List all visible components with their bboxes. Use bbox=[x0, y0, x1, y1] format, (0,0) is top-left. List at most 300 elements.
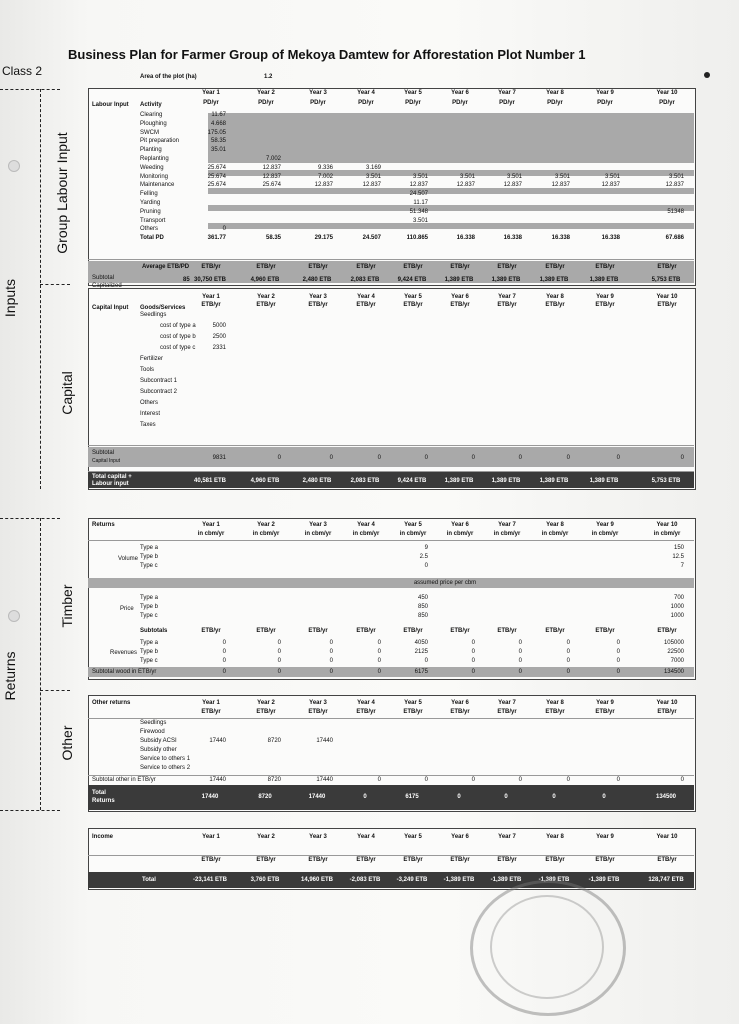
unit-label: PD/yr bbox=[499, 100, 515, 106]
unit-label: PD/yr bbox=[310, 100, 326, 106]
returns-label: Returns bbox=[2, 651, 18, 701]
capital-subtotal-value: 0 bbox=[377, 455, 381, 461]
subtotal-value: 2,480 ETB bbox=[302, 277, 332, 283]
unit-label: ETB/yr bbox=[450, 857, 470, 863]
unit-label: ETB/yr bbox=[403, 857, 423, 863]
returns-header: Returns bbox=[92, 522, 115, 528]
labour-value: 361.77 bbox=[207, 235, 226, 242]
unit-label: ETB/yr bbox=[308, 709, 328, 715]
activity-header: Activity bbox=[140, 102, 162, 108]
unit-label: PD/yr bbox=[452, 100, 468, 106]
capital-subtotal-value: 0 bbox=[518, 455, 522, 461]
labour-value: 29.175 bbox=[314, 235, 333, 242]
timber-panel bbox=[88, 518, 696, 680]
labour-value: 25.674 bbox=[207, 173, 226, 180]
revenue-value: 0 bbox=[277, 649, 281, 655]
activity-label: Transport bbox=[140, 217, 166, 224]
punch-hole bbox=[8, 160, 20, 172]
capital-item: Subcontract 1 bbox=[140, 378, 178, 384]
section-divider bbox=[40, 284, 70, 285]
revenue-value: 105000 bbox=[663, 640, 684, 646]
unit-label: in cbm/yr bbox=[252, 531, 280, 537]
subtotal-wood-value: 0 bbox=[616, 669, 620, 675]
year-header: Year 5 bbox=[404, 834, 422, 840]
subtotal-other-value: 0 bbox=[518, 777, 522, 783]
subtotal-wood-value: 0 bbox=[471, 669, 475, 675]
unit-label: in cbm/yr bbox=[304, 531, 332, 537]
labour-value: 12.837 bbox=[503, 182, 522, 189]
other-label: Other bbox=[59, 725, 75, 761]
revenue-value: 22500 bbox=[667, 649, 684, 655]
labour-value: 25.674 bbox=[207, 164, 226, 171]
revenue-value: 0 bbox=[471, 649, 475, 655]
other-returns-header: Other returns bbox=[92, 700, 131, 706]
year-header: Year 10 bbox=[656, 834, 678, 840]
labour-value: 12.837 bbox=[601, 182, 620, 189]
rule bbox=[88, 540, 694, 541]
revenue-value: 0 bbox=[518, 658, 522, 664]
labour-value: 11.17 bbox=[413, 200, 428, 206]
activity-label: Replanting bbox=[140, 156, 169, 162]
unit-label: PD/yr bbox=[203, 100, 219, 106]
bullet-dot bbox=[704, 72, 710, 78]
unit-label: ETB/yr bbox=[545, 857, 565, 863]
total-capital-value: 40,581 ETB bbox=[193, 478, 227, 484]
year-header: Year 3 bbox=[309, 294, 327, 300]
price-value: 850 bbox=[417, 613, 428, 619]
section-divider bbox=[0, 89, 60, 90]
unit-label: PD/yr bbox=[358, 100, 374, 106]
revenue-value: 0 bbox=[222, 649, 226, 655]
capital-subtotal-value: 0 bbox=[616, 455, 620, 461]
price-label: Price bbox=[120, 606, 134, 612]
total-returns-value: 6175 bbox=[405, 794, 419, 800]
revenue-value: 0 bbox=[616, 640, 620, 646]
other-item: Service to others 2 bbox=[140, 765, 191, 771]
unit-label: ETB/yr bbox=[356, 628, 376, 634]
unit-label: ETB/yr bbox=[545, 709, 565, 715]
capital-item: cost of type b bbox=[160, 334, 196, 340]
capital-subtotal-value: 0 bbox=[680, 455, 684, 461]
labour-value: 3.501 bbox=[506, 173, 522, 180]
group-labour-label: Group Labour Input bbox=[54, 132, 70, 254]
labour-value: 12.837 bbox=[665, 182, 684, 189]
labour-value: 3.501 bbox=[668, 173, 684, 180]
income-total-label: Total bbox=[142, 877, 156, 883]
revenue-value: 0 bbox=[616, 658, 620, 664]
other-value: 8720 bbox=[267, 738, 281, 744]
volume-value: 2.5 bbox=[419, 554, 428, 560]
subtotal-wood-value: 0 bbox=[329, 669, 333, 675]
unit-label: ETB/yr bbox=[450, 709, 470, 715]
income-value: -1,389 ETB bbox=[490, 877, 522, 883]
capital-subtotal-value: 0 bbox=[329, 455, 333, 461]
activity-label: Weeding bbox=[140, 164, 164, 171]
income-header: Income bbox=[92, 834, 114, 840]
type-label: Type c bbox=[140, 563, 158, 569]
activity-label: Total PD bbox=[140, 235, 164, 242]
year-header: Year 1 bbox=[202, 90, 220, 96]
unit-label: ETB/yr bbox=[201, 709, 221, 715]
unit-label: ETB/yr bbox=[256, 264, 276, 270]
revenue-value: 0 bbox=[377, 649, 381, 655]
avg-etb-label: Average ETB/PD bbox=[142, 264, 190, 270]
price-value: 1000 bbox=[670, 604, 684, 610]
capital-value: 2500 bbox=[212, 334, 226, 340]
type-label: Type c bbox=[140, 613, 158, 619]
year-header: Year 7 bbox=[498, 294, 516, 300]
unit-label: ETB/yr bbox=[657, 857, 677, 863]
year-header: Year 6 bbox=[451, 522, 469, 528]
labour-value: 12.837 bbox=[262, 164, 281, 171]
subtotal-value: 4,960 ETB bbox=[250, 277, 280, 283]
unit-label: ETB/yr bbox=[595, 628, 615, 634]
subtotal-value: 1,389 ETB bbox=[539, 277, 569, 283]
rule bbox=[88, 445, 694, 446]
other-item: Subsidy other bbox=[140, 747, 177, 753]
labour-value: 3.501 bbox=[604, 173, 620, 180]
unit-label: ETB/yr bbox=[595, 857, 615, 863]
labour-value: 25.674 bbox=[262, 182, 281, 189]
revenues-label: Revenues bbox=[110, 650, 138, 656]
unit-label: ETB/yr bbox=[403, 264, 423, 270]
year-header: Year 8 bbox=[546, 834, 564, 840]
capital-subtotal-value: 0 bbox=[424, 455, 428, 461]
labour-value: 3.501 bbox=[365, 173, 381, 180]
labour-value: 16.338 bbox=[503, 235, 522, 242]
year-header: Year 4 bbox=[357, 522, 375, 528]
year-header: Year 7 bbox=[498, 700, 516, 706]
unit-label: in cbm/yr bbox=[541, 531, 569, 537]
unit-label: ETB/yr bbox=[657, 302, 677, 308]
labour-value: 58.35 bbox=[210, 138, 226, 145]
year-header: Year 4 bbox=[357, 90, 375, 96]
year-header: Year 7 bbox=[498, 90, 516, 96]
subtotal-value: 9,424 ETB bbox=[397, 277, 427, 283]
revenue-value: 4050 bbox=[414, 640, 428, 646]
total-returns-value: 0 bbox=[504, 794, 508, 800]
other-item: Service to others 1 bbox=[140, 756, 191, 762]
unit-label: ETB/yr bbox=[308, 628, 328, 634]
total-capital-value: 1,389 ETB bbox=[491, 478, 521, 484]
capital-item: Seedlings bbox=[140, 312, 167, 318]
revenue-value: 0 bbox=[566, 649, 570, 655]
subtotal-label: Subtotal bbox=[92, 275, 115, 281]
activity-label: Maintenance bbox=[140, 182, 175, 189]
other-item: Firewood bbox=[140, 729, 165, 735]
year-header: Year 5 bbox=[404, 522, 422, 528]
year-header: Year 9 bbox=[596, 90, 614, 96]
unit-label: ETB/yr bbox=[308, 857, 328, 863]
rule bbox=[88, 718, 694, 719]
labour-value: 16.338 bbox=[551, 235, 570, 242]
revenue-value: 0 bbox=[222, 658, 226, 664]
total-capital-value: 1,389 ETB bbox=[444, 478, 474, 484]
year-header: Year 6 bbox=[451, 294, 469, 300]
unit-label: ETB/yr bbox=[356, 302, 376, 308]
activity-label: Monitoring bbox=[140, 173, 169, 180]
total-capital-value: 2,480 ETB bbox=[302, 478, 332, 484]
type-label: Type b bbox=[140, 604, 159, 610]
labour-value: 12.837 bbox=[456, 182, 475, 189]
capital-item: Interest bbox=[140, 411, 161, 417]
year-header: Year 9 bbox=[596, 522, 614, 528]
income-value: -2,083 ETB bbox=[349, 877, 381, 883]
volume-value: 7 bbox=[680, 563, 684, 569]
capital-subtotal-value: 9831 bbox=[212, 455, 226, 461]
revenue-value: 0 bbox=[424, 658, 428, 664]
unit-label: PD/yr bbox=[659, 100, 675, 106]
price-value: 700 bbox=[673, 595, 684, 601]
total-capital-value: 2,083 ETB bbox=[350, 478, 380, 484]
unit-label: ETB/yr bbox=[657, 628, 677, 634]
unit-label: in cbm/yr bbox=[197, 531, 225, 537]
activity-label: SWCM bbox=[140, 129, 159, 136]
labour-value: 12.837 bbox=[362, 182, 381, 189]
unit-label: PD/yr bbox=[597, 100, 613, 106]
section-divider bbox=[40, 518, 41, 810]
total-returns-value: 134500 bbox=[655, 794, 677, 800]
other-item: Seedlings bbox=[140, 720, 167, 726]
section-divider bbox=[40, 89, 41, 489]
year-header: Year 2 bbox=[257, 90, 275, 96]
punch-hole bbox=[8, 610, 20, 622]
labour-value: 4.668 bbox=[210, 120, 226, 127]
unit-label: ETB/yr bbox=[545, 302, 565, 308]
unit-label: ETB/yr bbox=[450, 264, 470, 270]
capitalized-label: Capitalized bbox=[92, 283, 122, 289]
labour-value: 35.01 bbox=[210, 147, 226, 154]
income-value: -1,389 ETB bbox=[588, 877, 620, 883]
unit-label: ETB/yr bbox=[545, 264, 565, 270]
revenue-value: 0 bbox=[377, 658, 381, 664]
subtotal-value: 1,389 ETB bbox=[491, 277, 521, 283]
year-header: Year 8 bbox=[546, 522, 564, 528]
unit-label: in cbm/yr bbox=[591, 531, 619, 537]
labour-value: 110.865 bbox=[406, 235, 428, 242]
year-header: Year 2 bbox=[257, 294, 275, 300]
activity-label: Planting bbox=[140, 147, 162, 154]
labour-value: 3.501 bbox=[412, 173, 428, 180]
subtotal-wood-value: 0 bbox=[377, 669, 381, 675]
activity-label: Pruning bbox=[140, 208, 161, 215]
capital-item: Subcontract 2 bbox=[140, 389, 178, 395]
section-divider bbox=[0, 810, 60, 811]
total-capital-label: Total capital + Labour input bbox=[92, 474, 132, 487]
unit-label: ETB/yr bbox=[356, 857, 376, 863]
unit-label: ETB/yr bbox=[403, 709, 423, 715]
revenue-value: 0 bbox=[329, 640, 333, 646]
subtotal-other-value: 0 bbox=[616, 777, 620, 783]
income-value: -1,389 ETB bbox=[538, 877, 570, 883]
type-label: Type a bbox=[140, 640, 159, 646]
total-returns-value: 8720 bbox=[258, 794, 272, 800]
price-value: 450 bbox=[417, 595, 428, 601]
total-returns-label: Total Returns bbox=[92, 790, 115, 804]
volume-value: 0 bbox=[424, 563, 428, 569]
labour-value: 11.67 bbox=[211, 112, 226, 118]
unit-label: ETB/yr bbox=[356, 264, 376, 270]
labour-value: 3.501 bbox=[459, 173, 475, 180]
assumed-price-label: assumed price per cbm bbox=[413, 580, 477, 586]
area-label: Area of the plot (ha) bbox=[140, 74, 197, 80]
revenue-value: 0 bbox=[329, 649, 333, 655]
subtotal-other-value: 8720 bbox=[267, 777, 281, 783]
unit-label: PD/yr bbox=[547, 100, 563, 106]
volume-value: 150 bbox=[673, 545, 684, 551]
subtotal-value: 2,083 ETB bbox=[350, 277, 380, 283]
subtotal-other-label: Subtotal other in ETB/yr bbox=[92, 777, 156, 783]
activity-label: Felling bbox=[140, 191, 158, 198]
year-header: Year 9 bbox=[596, 294, 614, 300]
official-stamp-inner bbox=[490, 895, 604, 999]
year-header: Year 1 bbox=[202, 700, 220, 706]
subtotal-other-value: 17440 bbox=[316, 777, 333, 783]
capital-subtotal-value: 0 bbox=[277, 455, 281, 461]
labour-value: 7.002 bbox=[265, 156, 281, 162]
activity-label: Others bbox=[140, 226, 159, 233]
unit-label: ETB/yr bbox=[545, 628, 565, 634]
year-header: Year 9 bbox=[596, 700, 614, 706]
subtotal-value: 1,389 ETB bbox=[444, 277, 474, 283]
other-value: 17440 bbox=[316, 738, 333, 744]
subtotal-other-value: 0 bbox=[471, 777, 475, 783]
other-value: 17440 bbox=[209, 738, 226, 744]
total-capital-value: 4,960 ETB bbox=[250, 478, 280, 484]
year-header: Year 3 bbox=[309, 90, 327, 96]
year-header: Year 7 bbox=[498, 522, 516, 528]
capital-item: cost of type a bbox=[160, 323, 196, 329]
unit-label: ETB/yr bbox=[450, 628, 470, 634]
timber-label: Timber bbox=[59, 584, 75, 628]
labour-header: Labour Input bbox=[92, 102, 129, 108]
year-header: Year 4 bbox=[357, 294, 375, 300]
capital-item: Fertilizer bbox=[140, 356, 164, 362]
type-label: Type a bbox=[140, 545, 159, 551]
unit-label: ETB/yr bbox=[497, 264, 517, 270]
rule bbox=[88, 471, 694, 472]
subtotal-wood-value: 134500 bbox=[663, 669, 684, 675]
unit-label: ETB/yr bbox=[497, 857, 517, 863]
volume-label: Volume bbox=[118, 556, 139, 562]
year-header: Year 6 bbox=[451, 700, 469, 706]
labour-value: 12.837 bbox=[262, 173, 281, 180]
unit-label: ETB/yr bbox=[595, 264, 615, 270]
revenue-value: 0 bbox=[222, 640, 226, 646]
total-returns-value: 0 bbox=[552, 794, 556, 800]
year-header: Year 5 bbox=[404, 294, 422, 300]
revenue-value: 0 bbox=[277, 658, 281, 664]
year-header: Year 5 bbox=[404, 90, 422, 96]
section-divider bbox=[0, 518, 60, 519]
unit-label: ETB/yr bbox=[308, 264, 328, 270]
year-header: Year 7 bbox=[498, 834, 516, 840]
labour-value: 175.05 bbox=[207, 129, 226, 136]
unit-label: ETB/yr bbox=[403, 302, 423, 308]
capital-item: Taxes bbox=[140, 422, 156, 428]
year-header: Year 6 bbox=[451, 90, 469, 96]
income-value: 3,760 ETB bbox=[250, 877, 280, 883]
subtotal-other-value: 0 bbox=[424, 777, 428, 783]
subtotal-wood-label: Subtotal wood in ETB/yr bbox=[92, 669, 157, 675]
year-header: Year 9 bbox=[596, 834, 614, 840]
rule bbox=[88, 855, 694, 856]
year-header: Year 8 bbox=[546, 90, 564, 96]
revenue-value: 7000 bbox=[670, 658, 684, 664]
section-divider bbox=[40, 690, 70, 691]
capital-header: Capital Input bbox=[92, 305, 129, 311]
subtotal-wood-value: 0 bbox=[222, 669, 226, 675]
rule bbox=[88, 775, 694, 776]
inputs-label: Inputs bbox=[2, 278, 18, 318]
unit-label: ETB/yr bbox=[256, 857, 276, 863]
labour-value: 16.338 bbox=[456, 235, 475, 242]
unit-label: PD/yr bbox=[258, 100, 274, 106]
unit-label: ETB/yr bbox=[657, 709, 677, 715]
type-label: Type b bbox=[140, 649, 159, 655]
year-header: Year 4 bbox=[357, 834, 375, 840]
type-label: Type c bbox=[140, 658, 158, 664]
total-returns-value: 0 bbox=[363, 794, 367, 800]
unit-label: ETB/yr bbox=[256, 628, 276, 634]
total-returns-value: 17440 bbox=[201, 794, 219, 800]
year-header: Year 3 bbox=[309, 700, 327, 706]
capital-item: Tools bbox=[140, 367, 155, 373]
volume-value: 9 bbox=[424, 545, 428, 551]
year-header: Year 2 bbox=[257, 700, 275, 706]
year-header: Year 10 bbox=[656, 90, 678, 96]
labour-value: 51.348 bbox=[409, 208, 428, 215]
rule bbox=[88, 259, 694, 260]
unit-label: ETB/yr bbox=[450, 302, 470, 308]
class-label: Class 2 bbox=[2, 64, 43, 78]
revenue-value: 0 bbox=[616, 649, 620, 655]
labour-value: 0 bbox=[222, 226, 226, 233]
unit-label: ETB/yr bbox=[497, 302, 517, 308]
subtotals-label: Subtotals bbox=[140, 628, 168, 634]
labour-value: 7.002 bbox=[317, 173, 333, 180]
labour-value: 3.501 bbox=[412, 217, 428, 224]
year-header: Year 10 bbox=[656, 294, 678, 300]
year-header: Year 6 bbox=[451, 834, 469, 840]
avg-etb-value: 85 bbox=[183, 277, 190, 283]
volume-value: 12.5 bbox=[672, 554, 684, 560]
year-header: Year 1 bbox=[202, 294, 220, 300]
revenue-value: 0 bbox=[518, 649, 522, 655]
unit-label: ETB/yr bbox=[403, 628, 423, 634]
unit-label: ETB/yr bbox=[308, 302, 328, 308]
unit-label: ETB/yr bbox=[256, 709, 276, 715]
unit-label: ETB/yr bbox=[201, 302, 221, 308]
revenue-value: 0 bbox=[377, 640, 381, 646]
shaded-band bbox=[208, 205, 694, 211]
income-value: 128,747 ETB bbox=[648, 877, 684, 883]
labour-value: 9.336 bbox=[317, 164, 333, 171]
year-header: Year 8 bbox=[546, 294, 564, 300]
year-header: Year 4 bbox=[357, 700, 375, 706]
activity-label: Ploughing bbox=[140, 120, 167, 127]
income-value: -23,141 ETB bbox=[192, 877, 228, 883]
labour-value: 51348 bbox=[667, 208, 684, 215]
labour-value: 16.338 bbox=[601, 235, 620, 242]
labour-value: 24.507 bbox=[362, 235, 381, 242]
year-header: Year 10 bbox=[656, 522, 678, 528]
unit-label: PD/yr bbox=[405, 100, 421, 106]
capital-item: Others bbox=[140, 400, 159, 406]
labour-value: 12.837 bbox=[551, 182, 570, 189]
unit-label: ETB/yr bbox=[201, 628, 221, 634]
type-label: Type a bbox=[140, 595, 159, 601]
